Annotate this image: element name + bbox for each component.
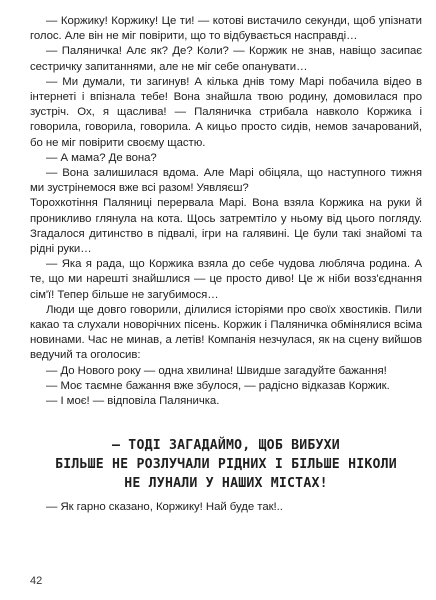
paragraph: — До Нового року — одна хвилина! Швидше загадуйте бажання! [46,364,387,377]
story-text [30,14,422,409]
paragraph: — А мама? Де вона? [46,151,157,164]
highlight-line: — ТОДІ ЗАГАДАЙМО, ЩОБ ВИБУХИ [112,438,340,453]
paragraph: — Яка я рада, що Коржика взяла до себе чудова любляча родина. А те, що ми нарешті знайшлися — це просто диво! Це ж ніби возз'єднання сім'ї! Тепер більше не загубимося… [30,258,422,301]
paragraph: — І моє! — відповіла Паляничка. [46,395,220,408]
paragraph: Люди ще довго говорили, ділилися історіями про своїх хвостиків. Пили какао та слухали новорічних пісень. Коржик і Паляничка обмінялися всіма новинами. Час не минав, а летів! Компанія незчулася, як на сцену вийшов ведучий та оголосив: [30,303,422,362]
paragraph: Торохкотіння Паляниці перервала Марі. Вона взяла Коржика на руки й проникливо глянула на кота. Щось затремтіло у ньому від цього погляду. Згадалося дитинство в підвалі, ігри на галявині. Це були такі знайомі та рідні руки… [30,197,422,256]
page-number: 42 [30,575,43,587]
paragraph: — Паляничка! Алє як? Де? Коли? — Коржик не знав, навіщо засипає сестричку запитаннями, але не міг себе опанувати… [30,45,422,73]
closing-text [30,500,422,515]
paragraph: — Моє таємне бажання вже збулося, — радісно відказав Коржик. [46,379,390,392]
highlight-line: БІЛЬШЕ НЕ РОЗЛУЧАЛИ РІДНИХ І БІЛЬШЕ НІКОЛИ [55,457,397,472]
highlighted-quote [30,436,422,493]
paragraph: — Як гарно сказано, Коржику! Най буде так!.. [46,501,283,513]
paragraph: — Вона залишилася вдома. Але Марі обіцяла, що наступного тижня ми зустрінемося вже всі разом! Уявляєш? [30,167,422,195]
paragraph: — Коржику! Коржику! Це ти! — котові вистачило секунди, щоб упізнати голос. Але він не міг повірити, що то відбувається насправді… [30,15,422,43]
highlight-line: НЕ ЛУНАЛИ У НАШИХ МІСТАХ! [124,476,328,491]
paragraph: — Ми думали, ти загинув! А кілька днів тому Марі побачила відео в інтернеті і впізнала тебе! Вона знайшла твою родину, домовилася про зустріч. Ох, я щаслива! — Паляничка стрибала навколо Коржика і говорила, говорила, говорила. А кицьо просто сидів, немов зачарований, бо не міг повірити своєму щастю. [30,75,422,149]
